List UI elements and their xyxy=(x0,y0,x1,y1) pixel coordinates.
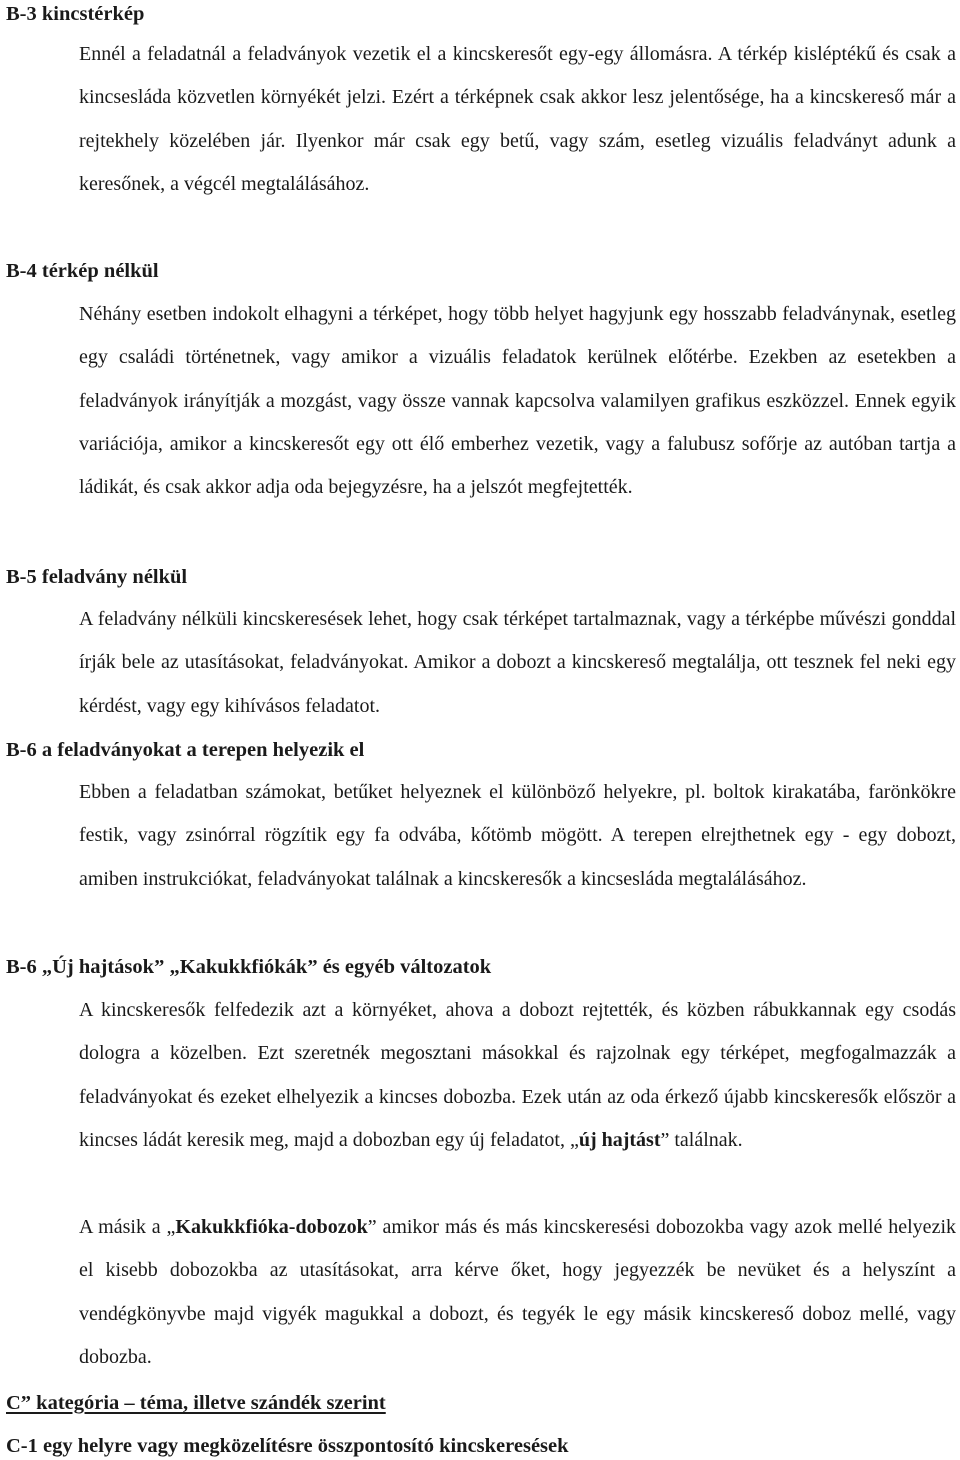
uj-hajtast-term: új hajtást xyxy=(578,1128,661,1151)
paragraph-kakukkfiokak-lead: A másik a „ xyxy=(79,1216,176,1238)
paragraph-b6-terep: Ebben a feladatban számokat, betűket helyeznek el különböző helyekre, pl. boltok kirakatába, farönkökre festik, vagy zsinórral rögzítik egy fa odvába, kőtömb mögött. A terepen elrejthetnek egy - egy dobozt, amiben instrukciókat, feladványokat találnak a kincskeresők a kincsesláda megtalálásához. xyxy=(79,781,956,890)
heading-b3: B-3 kincstérkép xyxy=(6,3,145,25)
paragraph-uj-hajtasok-text: A kincskeresők felfedezik azt a környéket, ahova a dobozt rejtették, és közben rábukkannak egy csodás dologra a közelben. Ezt szeretnék megosztani másokkal és rajzolnak egy térképet, megfogalmazzák a feladványokat és ezeket elhelyezik a kincses dobozba. Ezek után az oda érkező újabb kincskeresők először a kincses ládát keresik meg, majd a dobozban egy új feladatot, „ xyxy=(79,999,956,1151)
heading-c1: C-1 egy helyre vagy megközelítésre összpontosító kincskeresések xyxy=(6,1435,569,1457)
paragraph-kakukkfiokak-text: ” amikor más és más kincskeresési dobozokba vagy azok mellé helyezik el kisebb dobozokba az utasításokat, arra kérve őket, hogy jegyezzék be nevüket és a helyszínt a vendégkönyvbe majd vigyék magukkal a dobozt, és tegyék le egy másik kincskereső doboz mellé, vagy dobozba. xyxy=(79,1216,956,1368)
heading-b6-uj-hajtasok: B-6 „Új hajtások” „Kakukkfiókák” és egyéb változatok xyxy=(6,956,492,978)
paragraph-kakukkfiokak xyxy=(79,1206,956,1379)
paragraph-b4: Néhány esetben indokolt elhagyni a térképet, hogy több helyet hagyjunk egy hosszabb feladványnak, esetleg egy családi történetnek, vagy amikor a vizuális feladatok kerülnek előtérbe. Ezekben az esetekben a feladványok irányítják a mozgást, vagy össze vannak kapcsolva valamilyen grafikus eszközzel. Ennek egyik variációja, amikor a kincskeresőt egy ott élő emberhez vezetik, vagy a falubusz sofőrje az autóban tartja a ládikát, és csak akkor adja oda bejegyzésre, ha a jelszót megfejtették. xyxy=(79,303,956,499)
paragraph-uj-hajtasok xyxy=(79,989,956,1162)
heading-b5: B-5 feladvány nélkül xyxy=(6,566,188,588)
paragraph-b5: A feladvány nélküli kincskeresések lehet, hogy csak térképet tartalmaznak, vagy a térképbe művészi gonddal írják bele az utasításokat, feladványokat. Amikor a dobozt a kincskereső megtalálja, ott tesznek fel neki egy kérdést, vagy egy kihívásos feladatot. xyxy=(79,608,956,717)
paragraph-uj-hajtasok-tail: ” találnak. xyxy=(660,1128,743,1151)
kakukkfioka-term: Kakukkfióka-dobozok xyxy=(175,1216,368,1238)
heading-b4: B-4 térkép nélkül xyxy=(6,260,159,282)
paragraph-b3: Ennél a feladatnál a feladványok vezetik el a kincskeresőt egy-egy állomásra. A térkép kisléptékű és csak a kincsesláda közvetlen környékét jelzi. Ezért a térképnek csak akkor lesz jelentősége, ha a kincskereső már a rejtekhely közelében jár. Ilyenkor már csak egy betű, vagy szám, esetleg vizuális feladványt adunk a keresőnek, a végcél megtalálásához. xyxy=(79,43,956,195)
heading-c-kategoria: C” kategória – téma, illetve szándék szerint xyxy=(6,1392,386,1414)
heading-b6-terep: B-6 a feladványokat a terepen helyezik el xyxy=(6,739,365,761)
